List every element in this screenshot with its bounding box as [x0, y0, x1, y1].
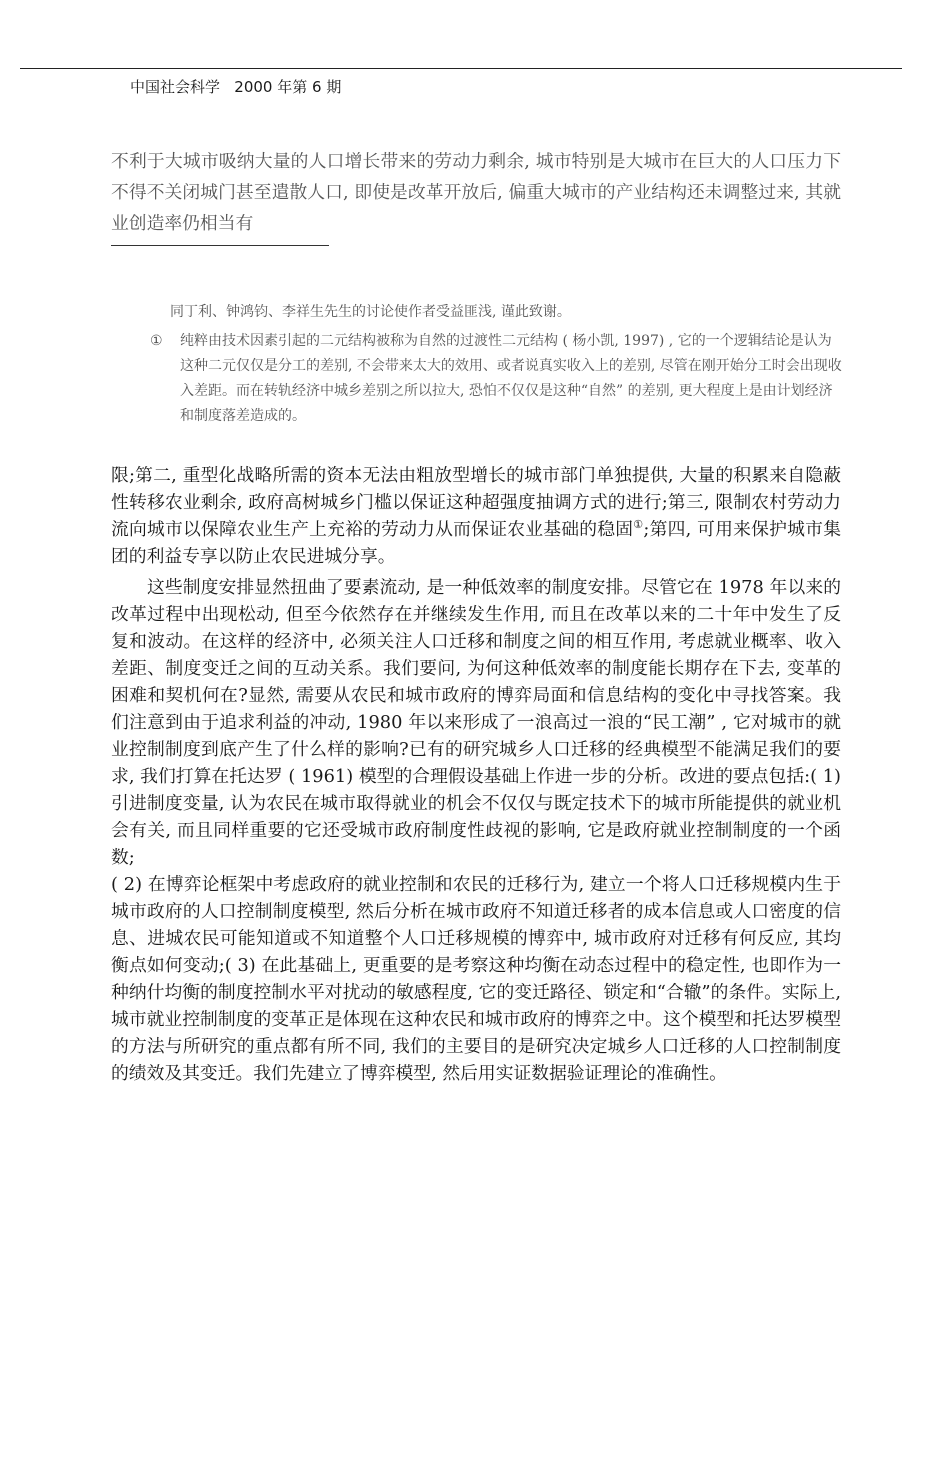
paragraph-1-text-cont: ;第四, 可用来保护城市集团的利益专享以防止农民进城分享。 — [111, 519, 841, 567]
footnote-separator — [111, 245, 329, 246]
footnote-reference-1[interactable]: ① — [633, 518, 644, 531]
paragraph-1 — [111, 462, 841, 570]
paragraph-2: 这些制度安排显然扭曲了要素流动, 是一种低效率的制度安排。尽管它在 1978 年以来的改革过程中出现松动, 但至今依然存在并继续发生作用, 而且在改革以来的二十年中发生了反复和波动。在这样的经济中, 必须关注人口迁移和制度之间的相互作用, 考虑就业概率、收入差距、制度变迁之间的互动关系。我们要问, 为何这种低效率的制度能长期存在下去, 变革的困难和契机何在?显然, 需要从农民和城市政府的博弈局面和信息结构的变化中寻找答案。我们注意到由于追求利益的冲动, 1980 年以来形成了一浪高过一浪的“民工潮” , 它对城市的就业控制制度到底产生了什么样的影响?已有的研究城乡人口迁移的经典模型不能满足我们的要求, 我们打算在托达罗 ( 1961) 模型的合理假设基础上作进一步的分析。改进的要点包括:( 1) 引进制度变量, 认为农民在城市取得就业的机会不仅仅与既定技术下的城市所能提供的就业机会有关, 而且同样重要的它还受城市政府制度性歧视的影响, 它是政府就业控制制度的一个函数; — [111, 577, 841, 868]
paragraph-1-text: 限;第二, 重型化战略所需的资本无法由粗放型增长的城市部门单独提供, 大量的积累来自隐蔽性转移农业剩余, 政府高树城乡门槛以保证这种超强度抽调方式的进行;第三, 限制农村劳动力流向城市以保障农业生产上充裕的劳动力从而保证农业基础的稳固 — [111, 465, 841, 540]
paragraph-3: ( 2) 在博弈论框架中考虑政府的就业控制和农民的迁移行为, 建立一个将人口迁移规模内生于城市政府的人口控制制度模型, 然后分析在城市政府不知道迁移者的成本信息或人口密度的信息、进城农民可能知道或不知道整个人口迁移规模的博弈中, 城市政府对迁移有何反应, 其均衡点如何变动;( 3) 在此基础上, 更重要的是考察这种均衡在动态过程中的稳定性, 也即作为一种纳什均衡的制度控制水平对扰动的敏感程度, 它的变迁路径、锁定和“合辙”的条件。实际上, 城市就业控制制度的变革正是体现在这种农民和城市政府的博弈之中。这个模型和托达罗模型的方法与所研究的重点都有所不同, 我们的主要目的是研究决定城乡人口迁移的人口控制制度的绩效及其变迁。我们先建立了博弈模型, 然后用实证数据验证理论的准确性。 — [111, 874, 841, 1084]
running-header: 中国社会科学 2000 年第 6 期 — [130, 78, 342, 96]
main-text — [111, 462, 841, 1087]
opening-paragraph: 不利于大城市吸纳大量的人口增长带来的劳动力剩余, 城市特别是大城市在巨大的人口压力下不得不关闭城门甚至遣散人口, 即使是改革开放后, 偏重大城市的产业结构还未调整过来, 其就业创造率仍相当有 — [111, 151, 841, 234]
footnote-1-marker: ① — [150, 333, 163, 349]
footnote-1 — [150, 329, 842, 429]
footnote-acknowledgement: 同丁利、钟鸿钧、李祥生先生的讨论使作者受益匪浅, 谨此致谢。 — [170, 304, 571, 320]
header-rule — [20, 68, 902, 69]
footnotes — [150, 300, 842, 429]
footnote-1-text: 纯粹由技术因素引起的二元结构被称为自然的过渡性二元结构 ( 杨小凯, 1997) , 它的一个逻辑结论是认为这种二元仅仅是分工的差别, 不会带来太大的效用、或者说真实收入上的差别, 尽管在刚开始分工时会出现收入差距。而在转轨经济中城乡差别之所以拉大, 恐怕不仅仅是这种“自然” 的差别, 更大程度上是由计划经济和制度落差造成的。 — [180, 333, 842, 424]
